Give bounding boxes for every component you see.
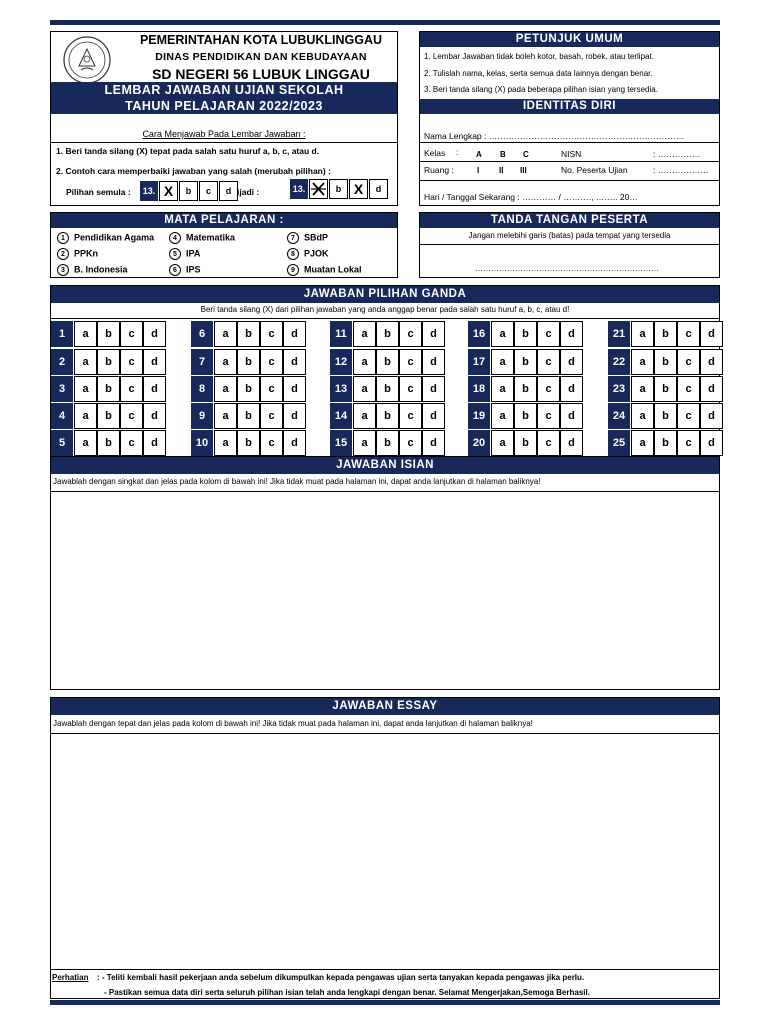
answer-option-c[interactable]: c: [120, 376, 143, 402]
answer-option-b[interactable]: b: [376, 321, 399, 347]
subject-label: SBdP: [304, 232, 329, 243]
example-number-after: 13.: [290, 179, 308, 199]
year-title: TAHUN PELAJARAN 2022/2023: [51, 98, 397, 114]
subject-label: IPA: [186, 248, 201, 259]
answer-option-a[interactable]: a: [214, 321, 237, 347]
question-number: 9: [191, 403, 213, 429]
question-number: 8: [191, 376, 213, 402]
answer-option-c[interactable]: c: [677, 321, 700, 347]
subject-option[interactable]: [169, 248, 200, 260]
tanda-tangan-note: Jangan melebihi garis (batas) pada tempat yang tersedia: [468, 231, 671, 240]
answer-option-c[interactable]: c: [537, 376, 560, 402]
nisn-label: NISN: [561, 149, 582, 159]
sheet-title: LEMBAR JAWABAN UJIAN SEKOLAH: [51, 82, 397, 98]
answer-option-d[interactable]: d: [560, 321, 583, 347]
question-number: 10: [191, 430, 213, 456]
answer-option-c[interactable]: c: [260, 349, 283, 375]
question-number: 19: [468, 403, 490, 429]
answer-option-a[interactable]: a: [353, 321, 376, 347]
how-to-step-2: 2. Contoh cara memperbaiki jawaban yang salah (merubah pilihan) :: [56, 166, 331, 176]
subject-number: 7: [287, 232, 299, 244]
answer-option-a[interactable]: a: [74, 376, 97, 402]
question-number: 2: [51, 349, 73, 375]
peserta-field[interactable]: : ………………: [653, 165, 709, 175]
answer-option-c[interactable]: c: [399, 376, 422, 402]
answer-option-a[interactable]: a: [353, 430, 376, 456]
example-number-before: 13.: [140, 181, 158, 201]
subject-number: 3: [57, 264, 69, 276]
answer-option-b[interactable]: b: [376, 376, 399, 402]
isian-title: JAWABAN ISIAN: [51, 457, 719, 474]
answer-option-c[interactable]: c: [537, 430, 560, 456]
divider: [51, 969, 719, 970]
question-number: 18: [468, 376, 490, 402]
footer-note-2: - Pastikan semua data diri serta seluruh pilihan isian telah anda lengkapi dengan benar. Selamat Mengerjakan,Semoga Berhasil.: [104, 988, 590, 997]
subject-label: IPS: [186, 264, 201, 275]
question-number: 21: [608, 321, 630, 347]
subject-label: PJOK: [304, 248, 329, 259]
answer-option-a[interactable]: a: [353, 403, 376, 429]
answer-option-d[interactable]: d: [700, 430, 723, 456]
answer-option-b[interactable]: b: [654, 349, 677, 375]
answer-option-b[interactable]: b: [376, 403, 399, 429]
subject-option[interactable]: [57, 248, 98, 260]
answer-option-b[interactable]: b: [237, 376, 260, 402]
school-name: SD NEGERI 56 LUBUK LINGGAU: [152, 66, 370, 82]
answer-option-d[interactable]: d: [422, 349, 445, 375]
answer-option-b[interactable]: b: [514, 349, 537, 375]
ruang-label: Ruang :: [424, 165, 454, 175]
answer-option-b[interactable]: b: [237, 430, 260, 456]
peserta-label: No. Peserta Ujian: [561, 165, 628, 175]
answer-option-d[interactable]: d: [422, 376, 445, 402]
subject-option[interactable]: [169, 264, 201, 276]
question-number: 14: [330, 403, 352, 429]
tanda-tangan-title: TANDA TANGAN PESERTA: [420, 213, 719, 228]
footer-note-1: : - Teliti kembali hasil pekerjaan anda sebelum dikumpulkan kepada pengawas ujian serta tanyakan kepada pengawas jika perlu.: [97, 973, 585, 982]
answer-option-c[interactable]: c: [260, 321, 283, 347]
signature-line[interactable]: ……………………………………………………………: [475, 264, 659, 273]
divider: [420, 161, 719, 162]
answer-option-b[interactable]: b: [97, 349, 120, 375]
answer-option-a[interactable]: a: [631, 376, 654, 402]
initial-choice-label: Pilihan semula :: [66, 187, 131, 197]
answer-option-a[interactable]: a: [353, 376, 376, 402]
answer-option-d[interactable]: d: [143, 403, 166, 429]
how-to-title: Cara Menjawab Pada Lembar Jawaban :: [142, 129, 306, 139]
example-option-d: d: [219, 181, 238, 201]
kelas-option-c[interactable]: C: [523, 150, 529, 159]
nisn-field[interactable]: : ……………: [653, 149, 701, 159]
isian-box: [50, 456, 720, 690]
answer-option-d[interactable]: d: [283, 430, 306, 456]
answer-option-b[interactable]: b: [654, 376, 677, 402]
ruang-option-3[interactable]: III: [520, 166, 527, 175]
question-number: 20: [468, 430, 490, 456]
example-option-a-crossed: X: [159, 181, 178, 201]
answer-option-c[interactable]: c: [677, 376, 700, 402]
question-number: 1: [51, 321, 73, 347]
gov-name: PEMERINTAHAN KOTA LUBUKLINGGAU: [139, 33, 383, 47]
answer-option-c[interactable]: c: [120, 349, 143, 375]
footer-label: Perhatian: [52, 973, 89, 982]
becomes-label: ijadi :: [237, 187, 260, 197]
example-option-d: d: [369, 179, 388, 199]
question-number: 23: [608, 376, 630, 402]
answer-option-a[interactable]: a: [631, 430, 654, 456]
answer-option-d[interactable]: d: [143, 321, 166, 347]
answer-option-c[interactable]: c: [677, 403, 700, 429]
subject-option[interactable]: [169, 232, 235, 244]
answer-option-b[interactable]: b: [237, 321, 260, 347]
answer-option-a[interactable]: a: [74, 321, 97, 347]
essay-box: [50, 697, 720, 999]
essay-answer-area[interactable]: [51, 734, 719, 969]
pilihan-ganda-instruction: Beri tanda silang (X) dari pilihan jawaban yang anda anggap benar pada salah satu huruf a, b, c, atau d!: [200, 305, 570, 314]
answer-option-c[interactable]: c: [260, 376, 283, 402]
pilihan-ganda-title: JAWABAN PILIHAN GANDA: [51, 286, 719, 303]
ruang-option-2[interactable]: II: [499, 166, 504, 175]
answer-option-a[interactable]: a: [74, 403, 97, 429]
school-header-box: [50, 31, 398, 206]
question-number: 15: [330, 430, 352, 456]
answer-option-c[interactable]: c: [120, 321, 143, 347]
answer-option-b[interactable]: b: [654, 430, 677, 456]
question-number: 4: [51, 403, 73, 429]
question-number: 13: [330, 376, 352, 402]
answer-option-a[interactable]: a: [491, 321, 514, 347]
subject-label: Pendidikan Agama: [74, 232, 155, 243]
answer-option-d[interactable]: d: [283, 321, 306, 347]
divider: [51, 142, 397, 143]
petunjuk-item-1: 1. Lembar Jawaban tidak boleh kotor, basah, robek, atau terlipat.: [424, 52, 654, 61]
subject-option[interactable]: [57, 264, 128, 276]
answer-option-a[interactable]: a: [74, 349, 97, 375]
answer-option-c[interactable]: c: [537, 321, 560, 347]
subject-label: Matematika: [186, 232, 236, 243]
answer-option-b[interactable]: b: [654, 403, 677, 429]
question-number: 12: [330, 349, 352, 375]
kelas-option-a[interactable]: A: [476, 150, 482, 159]
identitas-title: IDENTITAS DIRI: [420, 99, 719, 114]
answer-option-b[interactable]: b: [237, 349, 260, 375]
answer-option-a[interactable]: a: [631, 321, 654, 347]
essay-instruction: Jawablah dengan tepat dan jelas pada kolom di bawah ini! Jika tidak muat pada halaman ini, dapat anda lanjutkan di halaman baliknya!: [53, 719, 533, 728]
answer-option-b[interactable]: b: [376, 430, 399, 456]
answer-option-c[interactable]: c: [399, 321, 422, 347]
question-number: 6: [191, 321, 213, 347]
subject-number: 4: [169, 232, 181, 244]
kelas-colon: :: [456, 147, 459, 157]
example-option-a-corrected: [309, 179, 328, 199]
answer-option-b[interactable]: b: [237, 403, 260, 429]
subject-number: 5: [169, 248, 181, 260]
subject-option[interactable]: [287, 248, 329, 260]
answer-option-b[interactable]: b: [97, 403, 120, 429]
example-option-c: c: [199, 181, 218, 201]
date-field[interactable]: Hari / Tanggal Sekarang : ………… / ………., …….. 20…: [424, 192, 638, 202]
answer-option-b[interactable]: b: [514, 403, 537, 429]
question-number: 16: [468, 321, 490, 347]
answer-option-d[interactable]: d: [700, 403, 723, 429]
divider: [420, 180, 719, 181]
subject-label: PPKn: [74, 248, 99, 259]
answer-option-d[interactable]: d: [422, 430, 445, 456]
answer-option-d[interactable]: d: [560, 349, 583, 375]
kelas-option-b[interactable]: B: [500, 150, 506, 159]
answer-option-d[interactable]: d: [283, 403, 306, 429]
answer-option-c[interactable]: c: [399, 430, 422, 456]
isian-answer-area[interactable]: [51, 492, 719, 689]
answer-option-c[interactable]: c: [537, 403, 560, 429]
question-number: 17: [468, 349, 490, 375]
subject-number: 2: [57, 248, 69, 260]
answer-option-a[interactable]: a: [74, 430, 97, 456]
top-border-bar: [50, 20, 720, 25]
answer-option-a[interactable]: a: [631, 403, 654, 429]
question-number: 5: [51, 430, 73, 456]
petunjuk-box: [419, 31, 720, 206]
question-number: 7: [191, 349, 213, 375]
answer-option-d[interactable]: d: [143, 430, 166, 456]
divider: [420, 244, 719, 245]
answer-option-c[interactable]: c: [677, 349, 700, 375]
how-to-step-1: 1. Beri tanda silang (X) tepat pada salah satu huruf a, b, c, atau d.: [56, 146, 320, 156]
subject-number: 6: [169, 264, 181, 276]
answer-option-a[interactable]: a: [631, 349, 654, 375]
answer-option-d[interactable]: d: [283, 349, 306, 375]
answer-option-a[interactable]: a: [214, 430, 237, 456]
answer-option-b[interactable]: b: [97, 430, 120, 456]
pilihan-ganda-box: [50, 285, 720, 458]
answer-option-d[interactable]: d: [560, 430, 583, 456]
answer-option-d[interactable]: d: [283, 376, 306, 402]
answer-option-a[interactable]: a: [353, 349, 376, 375]
example-option-c-crossed: X: [349, 179, 368, 199]
question-number: 24: [608, 403, 630, 429]
answer-option-d[interactable]: d: [143, 349, 166, 375]
name-field[interactable]: Nama Lengkap : ……………………………………………………………: [424, 131, 685, 141]
answer-option-d[interactable]: d: [143, 376, 166, 402]
answer-option-b[interactable]: b: [654, 321, 677, 347]
divider: [420, 142, 719, 143]
tanda-tangan-box: [419, 212, 720, 278]
ruang-option-1[interactable]: I: [477, 166, 480, 175]
answer-option-c[interactable]: c: [537, 349, 560, 375]
answer-option-b[interactable]: b: [97, 321, 120, 347]
answer-option-d[interactable]: d: [560, 403, 583, 429]
question-number: 25: [608, 430, 630, 456]
answer-option-b[interactable]: b: [514, 430, 537, 456]
answer-option-a[interactable]: a: [214, 403, 237, 429]
example-option-b: b: [179, 181, 198, 201]
answer-option-c[interactable]: c: [677, 430, 700, 456]
petunjuk-title: PETUNJUK UMUM: [420, 32, 719, 47]
tut-wuri-handayani-logo: [59, 35, 115, 85]
answer-option-c[interactable]: c: [399, 403, 422, 429]
question-number: 11: [330, 321, 352, 347]
subject-number: 1: [57, 232, 69, 244]
question-number: 22: [608, 349, 630, 375]
kelas-label: Kelas: [424, 148, 446, 158]
answer-option-b[interactable]: b: [514, 321, 537, 347]
mata-pelajaran-title: MATA PELAJARAN :: [51, 213, 397, 228]
answer-option-d[interactable]: d: [560, 376, 583, 402]
subject-option[interactable]: [57, 232, 154, 244]
answer-option-c[interactable]: c: [260, 430, 283, 456]
divider: [51, 318, 719, 319]
answer-option-d[interactable]: d: [422, 403, 445, 429]
answer-option-d[interactable]: d: [700, 376, 723, 402]
answer-option-a[interactable]: a: [491, 430, 514, 456]
petunjuk-item-2: 2. Tulislah nama, kelas, serta semua data lainnya dengan benar.: [424, 69, 653, 78]
answer-option-a[interactable]: a: [491, 376, 514, 402]
answer-option-b[interactable]: b: [97, 376, 120, 402]
answer-option-d[interactable]: d: [700, 349, 723, 375]
subject-option[interactable]: [287, 264, 362, 276]
subject-number: 9: [287, 264, 299, 276]
answer-option-c[interactable]: c: [399, 349, 422, 375]
subject-number: 8: [287, 248, 299, 260]
mata-pelajaran-box: [50, 212, 398, 278]
answer-option-a[interactable]: a: [491, 403, 514, 429]
essay-title: JAWABAN ESSAY: [51, 698, 719, 715]
answer-option-b[interactable]: b: [376, 349, 399, 375]
question-number: 3: [51, 376, 73, 402]
subject-option[interactable]: [287, 232, 328, 244]
answer-option-d[interactable]: d: [422, 321, 445, 347]
subject-label: B. Indonesia: [74, 264, 128, 275]
isian-instruction: Jawablah dengan singkat dan jelas pada kolom di bawah ini! Jika tidak muat pada halaman ini, dapat anda lanjutkan di halaman baliknya!: [53, 477, 541, 486]
dept-name: DINAS PENDIDIKAN DAN KEBUDAYAAN: [155, 51, 367, 63]
answer-option-c[interactable]: c: [260, 403, 283, 429]
bottom-border-bar: [50, 1000, 720, 1005]
answer-option-d[interactable]: d: [700, 321, 723, 347]
answer-option-a[interactable]: a: [214, 376, 237, 402]
answer-option-c[interactable]: c: [120, 403, 143, 429]
subject-label: Muatan Lokal: [304, 264, 362, 275]
example-option-b: b: [329, 179, 348, 199]
answer-grid: [51, 321, 719, 458]
answer-option-b[interactable]: b: [514, 376, 537, 402]
petunjuk-item-3: 3. Beri tanda silang (X) pada beberapa pilihan isian yang tersedia.: [424, 85, 658, 94]
answer-option-c[interactable]: c: [120, 430, 143, 456]
answer-option-a[interactable]: a: [491, 349, 514, 375]
answer-option-a[interactable]: a: [214, 349, 237, 375]
